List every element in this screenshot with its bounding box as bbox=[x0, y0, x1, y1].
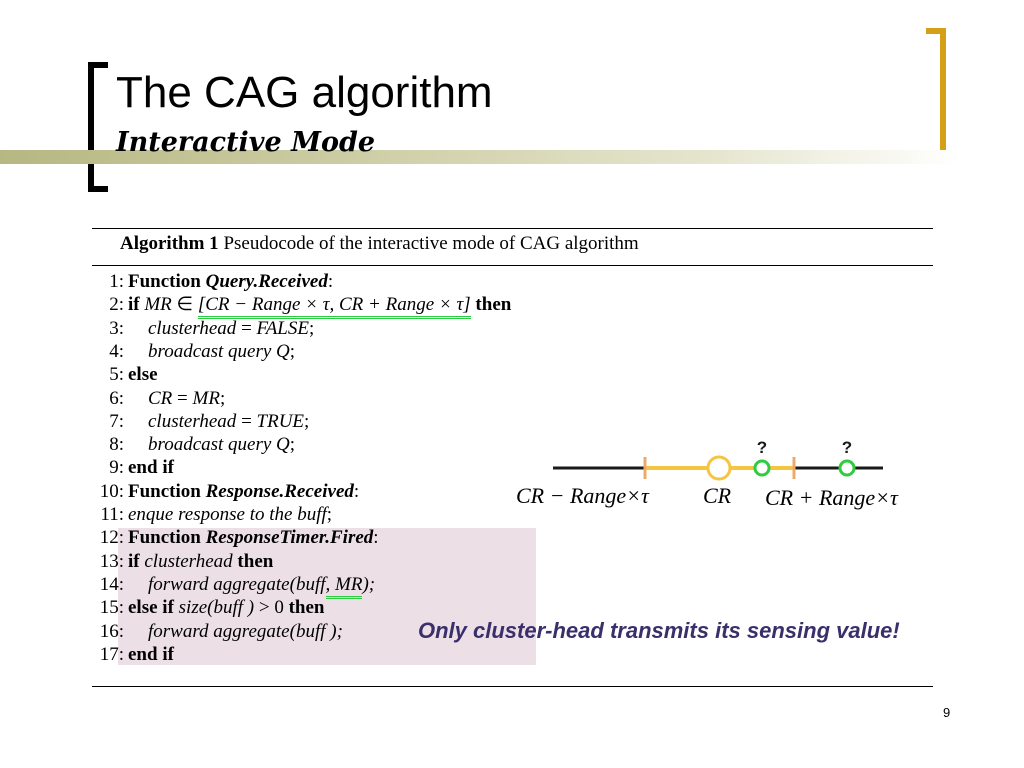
line-number: 10: bbox=[99, 480, 124, 502]
code-token: ResponseTimer.Fired bbox=[205, 527, 374, 549]
code-line bbox=[88, 596, 548, 619]
code-token: Query.Received bbox=[205, 271, 328, 292]
line-code bbox=[148, 433, 295, 456]
slide-subtitle: Interactive Mode bbox=[116, 127, 376, 158]
algorithm-caption-text: Pseudocode of the interactive mode of CAG algorithm bbox=[223, 233, 639, 254]
code-token: else if bbox=[128, 597, 179, 619]
line-code bbox=[148, 573, 375, 596]
code-token: [CR − Range × τ, CR + Range × τ] bbox=[198, 294, 471, 319]
unknown-marker-2: ? bbox=[841, 438, 853, 457]
code-line bbox=[88, 573, 548, 596]
line-code bbox=[128, 526, 379, 549]
line-code bbox=[128, 363, 158, 386]
line-number: 13: bbox=[99, 550, 124, 572]
code-token: TRUE bbox=[256, 410, 305, 432]
code-token: FALSE bbox=[256, 317, 309, 339]
algorithm-top-rule bbox=[92, 228, 933, 229]
code-line bbox=[88, 317, 548, 340]
code-token: forward aggregate(buff ); bbox=[148, 620, 343, 642]
code-line bbox=[88, 503, 548, 526]
range-upper-label: CR + Range×τ bbox=[765, 485, 898, 510]
code-token: broadcast query Q bbox=[148, 434, 290, 456]
code-token: ); bbox=[362, 573, 376, 595]
emphasis-note: Only cluster-head transmits its sensing value! bbox=[418, 618, 900, 643]
code-line bbox=[88, 293, 548, 316]
line-number: 12: bbox=[99, 527, 124, 549]
code-token: CR bbox=[148, 387, 173, 409]
line-code bbox=[128, 456, 174, 479]
code-token: Function bbox=[128, 271, 206, 292]
line-code bbox=[148, 387, 225, 410]
code-token: enque response to the buff bbox=[128, 504, 327, 525]
line-number: 16: bbox=[99, 620, 124, 642]
code-line bbox=[88, 456, 548, 479]
code-line bbox=[88, 433, 548, 456]
algorithm-caption-label: Algorithm 1 bbox=[120, 233, 219, 254]
line-code bbox=[128, 596, 325, 619]
line-number: 17: bbox=[99, 643, 124, 665]
line-number: 9: bbox=[109, 457, 124, 479]
code-token: clusterhead bbox=[148, 410, 237, 432]
code-line bbox=[88, 270, 548, 293]
code-line bbox=[88, 643, 548, 666]
line-number: 6: bbox=[109, 387, 124, 409]
line-code bbox=[128, 643, 174, 666]
line-number: 15: bbox=[99, 597, 124, 619]
algorithm-caption bbox=[120, 232, 639, 256]
code-token: Function bbox=[128, 527, 206, 549]
code-token: : bbox=[373, 527, 379, 549]
code-token: if bbox=[128, 550, 145, 572]
line-number: 3: bbox=[109, 317, 124, 339]
algorithm-caption-rule bbox=[92, 265, 933, 266]
line-number: 1: bbox=[109, 271, 124, 292]
code-token: MR bbox=[192, 387, 220, 409]
code-token: then bbox=[470, 294, 512, 316]
code-token: ; bbox=[304, 410, 310, 432]
code-token: ∈ bbox=[171, 294, 198, 316]
line-number: 2: bbox=[109, 294, 124, 316]
code-token: Function bbox=[128, 480, 206, 502]
line-code bbox=[148, 620, 343, 643]
code-token: ; bbox=[289, 340, 296, 362]
line-number: 7: bbox=[109, 410, 124, 432]
code-line bbox=[88, 526, 548, 549]
cr-node bbox=[708, 457, 730, 479]
line-code bbox=[148, 410, 309, 433]
line-code bbox=[128, 293, 511, 316]
line-number: 14: bbox=[99, 573, 124, 595]
code-token: clusterhead bbox=[148, 317, 237, 339]
line-number: 8: bbox=[109, 434, 124, 456]
code-line bbox=[88, 387, 548, 410]
code-token: ; bbox=[308, 317, 315, 339]
line-number: 11: bbox=[100, 504, 124, 525]
line-number: 5: bbox=[109, 364, 124, 386]
code-token: : bbox=[353, 480, 360, 502]
node-inside-range bbox=[755, 461, 769, 475]
code-line bbox=[88, 550, 548, 573]
line-number: 4: bbox=[109, 340, 124, 362]
code-line bbox=[88, 480, 548, 503]
line-code bbox=[148, 317, 314, 340]
slide-title: The CAG algorithm bbox=[116, 68, 493, 117]
left-bracket-decoration bbox=[88, 62, 108, 192]
code-line bbox=[88, 340, 548, 363]
code-line bbox=[88, 363, 548, 386]
line-code bbox=[128, 503, 332, 526]
unknown-marker-1: ? bbox=[756, 438, 768, 457]
code-token: then bbox=[288, 597, 325, 619]
code-token: ; bbox=[219, 387, 226, 409]
page-number: 9 bbox=[943, 705, 951, 720]
code-token: clusterhead bbox=[144, 550, 233, 572]
code-token: if bbox=[128, 294, 145, 316]
code-token: Response.Received bbox=[205, 480, 354, 502]
right-bracket-decoration bbox=[926, 28, 946, 160]
code-token: ; bbox=[326, 504, 333, 525]
code-token: = bbox=[236, 317, 257, 339]
code-token: MR bbox=[144, 294, 172, 316]
line-code bbox=[128, 550, 273, 573]
code-token: = bbox=[236, 410, 257, 432]
range-diagram bbox=[516, 430, 940, 520]
algorithm-bottom-rule bbox=[92, 686, 933, 687]
code-token: size(buff ) bbox=[178, 597, 255, 619]
code-line bbox=[88, 410, 548, 433]
line-code bbox=[128, 270, 333, 293]
code-token: = bbox=[172, 387, 193, 409]
line-code bbox=[128, 480, 359, 503]
code-token: end if bbox=[128, 457, 174, 479]
code-token: ; bbox=[289, 434, 296, 456]
node-outside-range bbox=[840, 461, 854, 475]
line-code bbox=[148, 340, 295, 363]
cr-label: CR bbox=[703, 483, 732, 508]
code-token: > 0 bbox=[254, 597, 289, 619]
range-lower-label: CR − Range×τ bbox=[516, 483, 649, 508]
code-token: , MR bbox=[326, 574, 363, 599]
code-token: broadcast query Q bbox=[148, 340, 290, 362]
code-token: forward aggregate(buff bbox=[148, 573, 326, 595]
code-token: then bbox=[232, 550, 274, 572]
code-token: end if bbox=[128, 643, 174, 665]
code-token: else bbox=[128, 364, 158, 386]
code-token: : bbox=[327, 271, 334, 292]
